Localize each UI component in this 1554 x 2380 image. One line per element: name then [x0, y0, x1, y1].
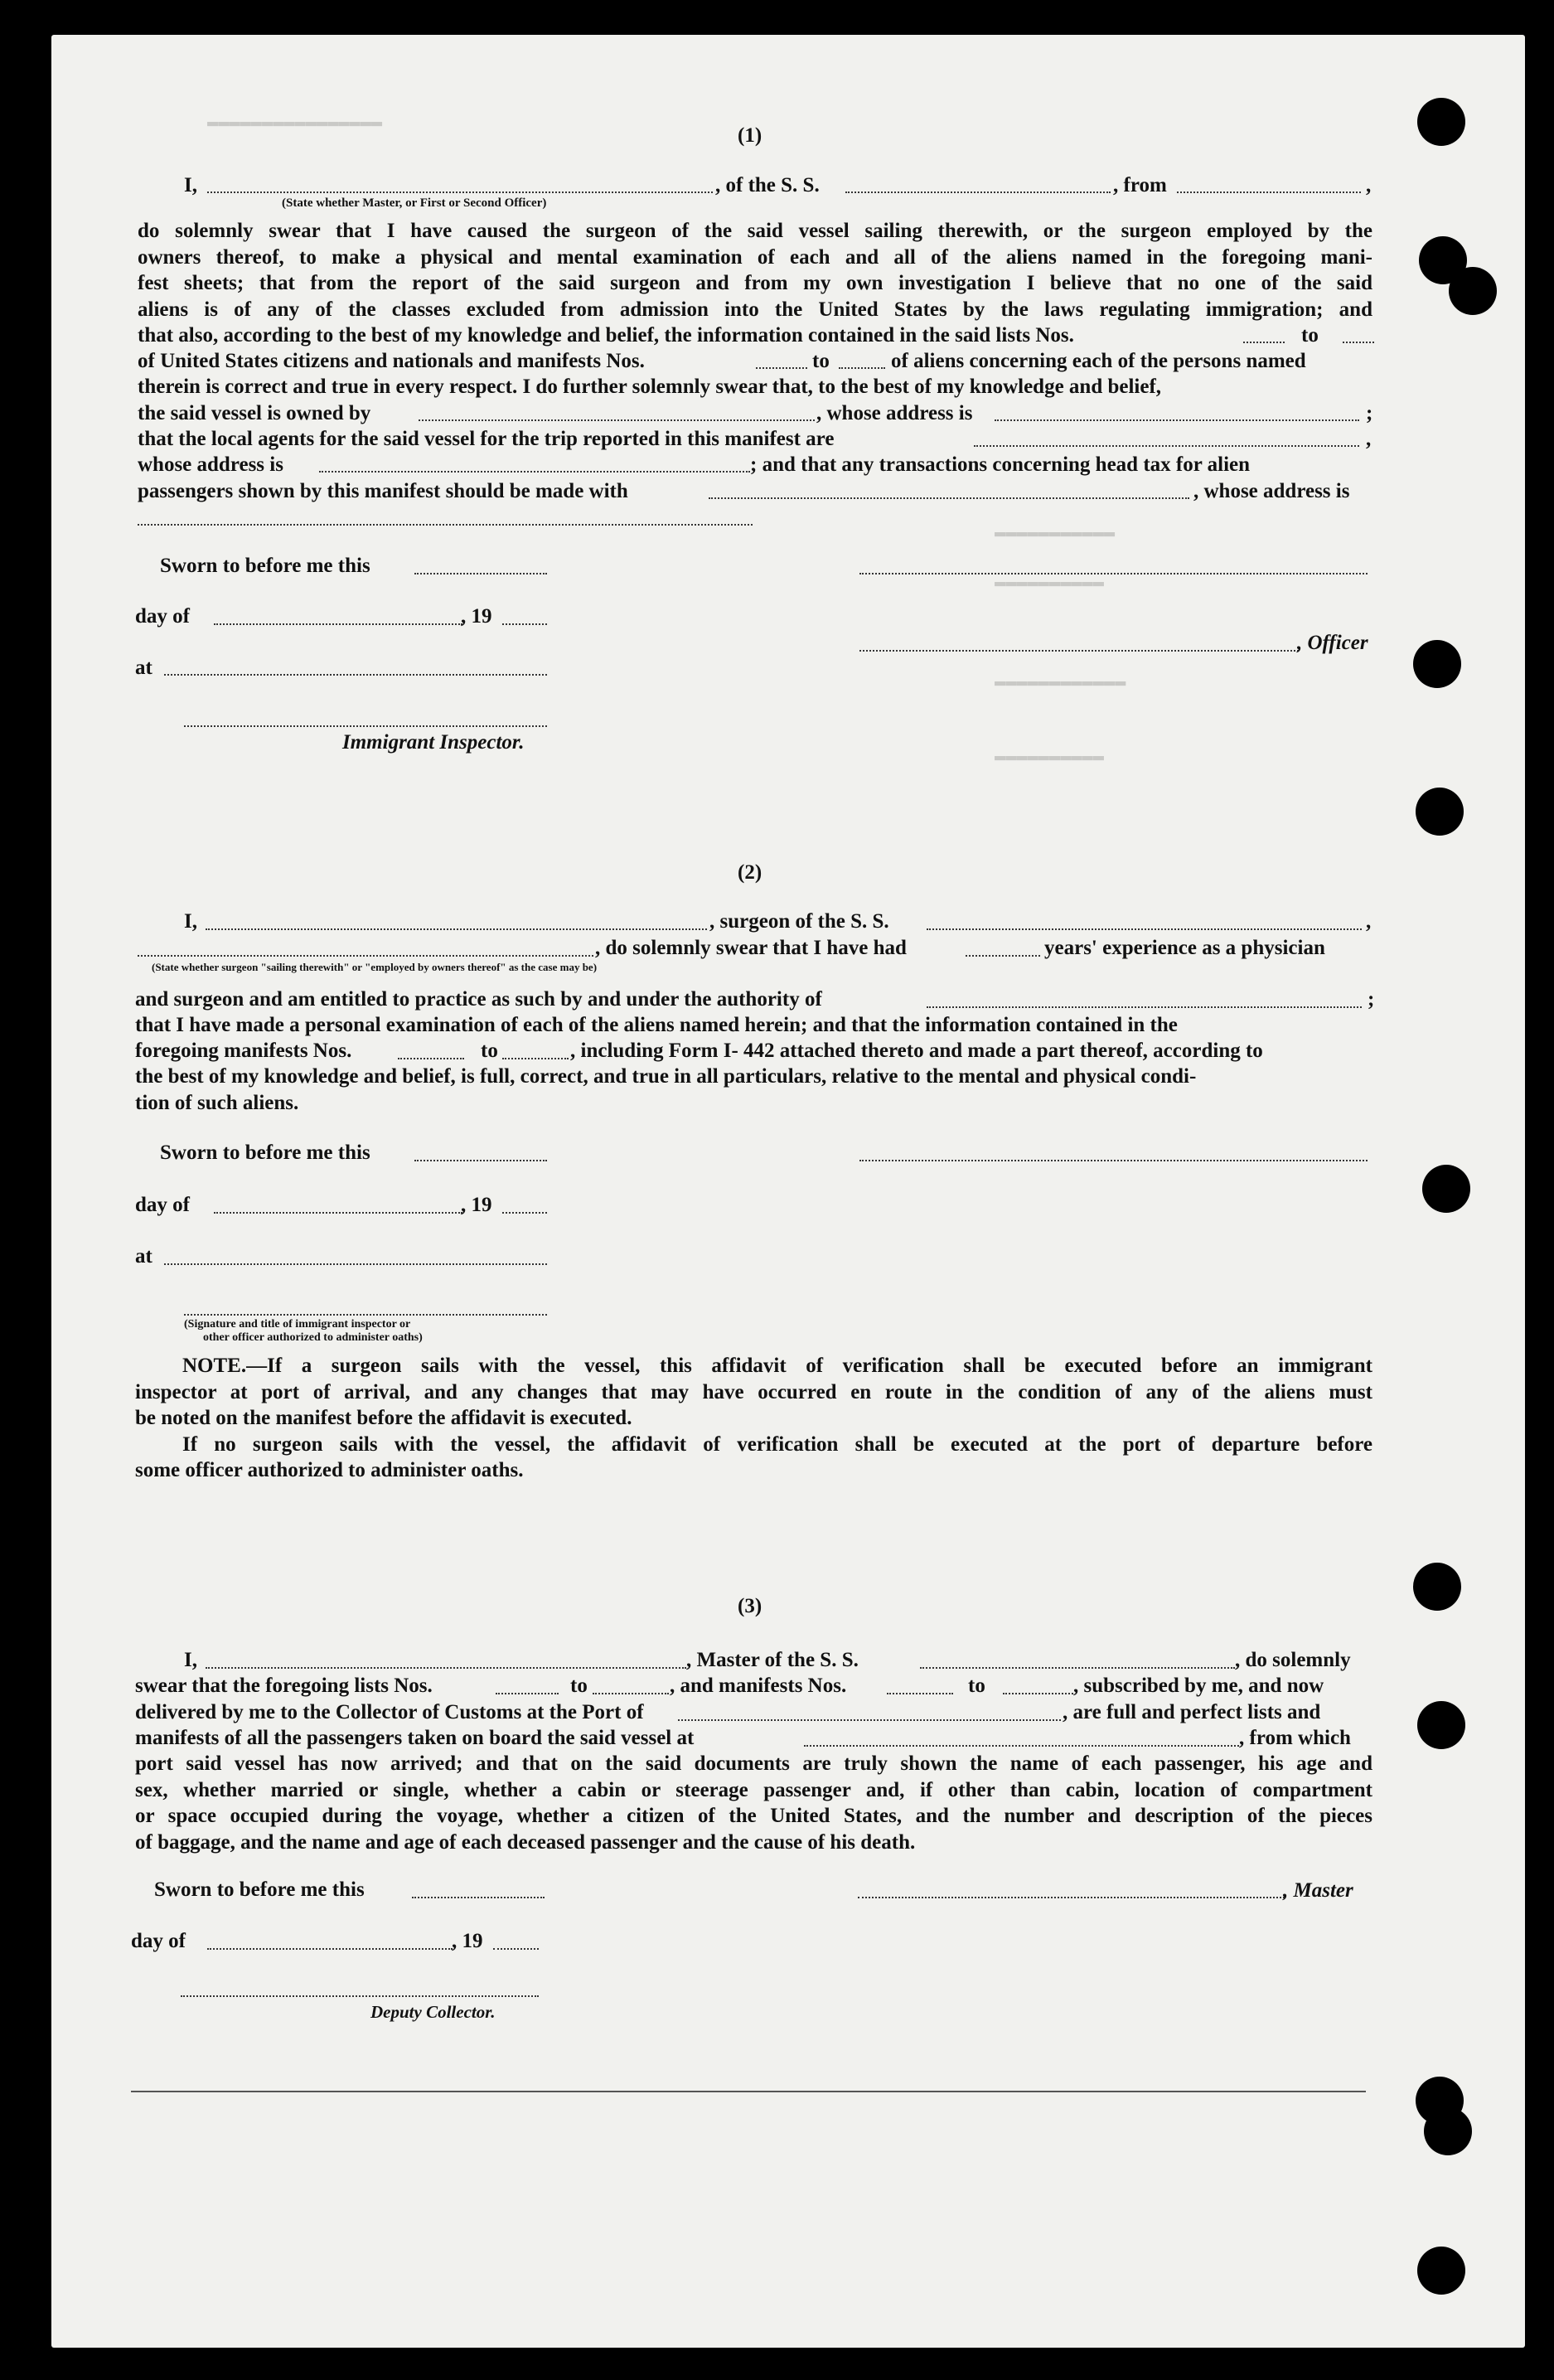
s2-comma: ,: [1366, 910, 1372, 933]
s3-manifests-from-field[interactable]: [887, 1693, 953, 1694]
p1-line: owners thereof, to make a physical and mental examination of each and all of the aliens named in the foregoing mani-: [138, 245, 1372, 269]
s2-best: the best of my knowledge and belief, is full, correct, and true in all particulars, relative to the mental and physical condi-: [135, 1065, 1197, 1088]
section-1-paragraph: [138, 218, 1372, 322]
port-field[interactable]: [678, 1719, 1061, 1721]
s2-year-field[interactable]: [502, 1212, 547, 1214]
from-port-field[interactable]: [1177, 191, 1361, 193]
s1-lists-to: to: [1301, 324, 1319, 347]
s3-delivered: delivered by me to the Collector of Customs at the Port of: [135, 1701, 644, 1723]
s3-to2: to: [968, 1675, 985, 1697]
bleed-through: ▬▬▬▬▬▬▬▬▬▬▬▬▬▬▬▬: [207, 112, 383, 133]
p3-line: port said vessel has now arrived; and that on the said documents are truly shown the name of each passenger, his age and: [135, 1752, 1372, 1775]
punch-hole: [1413, 1563, 1461, 1611]
s1-i: I,: [184, 174, 197, 196]
section-3-heading: (3): [738, 1595, 762, 1617]
s2-at: at: [135, 1245, 152, 1268]
s1-us-text-b: of aliens concerning each of the persons named: [891, 350, 1306, 372]
s3-sworn: Sworn to before me this: [154, 1878, 365, 1901]
officer-signature-line-2[interactable]: [859, 650, 1299, 652]
s3-nineteen: , 19: [452, 1930, 483, 1952]
s1-of-ss: , of the S. S.: [715, 174, 820, 196]
manifests-to-field[interactable]: [839, 367, 885, 369]
s2-vessel-field[interactable]: [927, 928, 1362, 930]
s1-passengers: passengers shown by this manifest should be made with: [138, 480, 628, 502]
s1-day-field[interactable]: [214, 623, 462, 625]
s2-swear: , do solemnly swear that I have had: [595, 937, 907, 959]
s2-examined: that I have made a personal examination of each of the aliens named herein; and that the information contained in the: [135, 1014, 1178, 1036]
bottom-rule: [131, 2091, 1366, 2092]
s1-us-to: to: [812, 350, 830, 372]
deputy-label: Deputy Collector.: [370, 2002, 496, 2022]
s2-sworn-date-field[interactable]: [414, 1160, 547, 1161]
headtax-party-field[interactable]: [709, 497, 1189, 499]
punch-hole: [1422, 1165, 1470, 1213]
note-line: be noted on the manifest before the affidavit is executed.: [135, 1407, 632, 1429]
s1-comma: ,: [1366, 174, 1372, 196]
s1-sworn-date-field[interactable]: [414, 573, 547, 574]
s1-day-of: day of: [135, 605, 190, 628]
s2-day-field[interactable]: [214, 1212, 462, 1214]
s1-owned: the said vessel is owned by: [138, 402, 371, 424]
punch-hole: [1416, 788, 1464, 836]
s2-tion: tion of such aliens.: [135, 1092, 299, 1114]
s1-nineteen: , 19: [461, 605, 492, 628]
s3-to: to: [570, 1675, 588, 1697]
s2-i: I,: [184, 910, 197, 933]
agents-field[interactable]: [974, 445, 1359, 447]
sig-caption-2: other officer authorized to administer oaths): [203, 1331, 423, 1344]
s2-form: , including Form I- 442 attached thereto and made a part thereof, according to: [570, 1040, 1263, 1062]
lists-from-field[interactable]: [1243, 342, 1285, 343]
surgeon-name-field[interactable]: [206, 928, 707, 930]
s2-semicolon: ;: [1368, 988, 1375, 1011]
master-signature-line[interactable]: [858, 1897, 1285, 1898]
punch-hole: [1417, 98, 1465, 146]
p1-line: aliens is of any of the classes excluded from admission into the United States by the laws regulating immigration; and: [138, 298, 1372, 321]
note2-line: If no surgeon sails with the vessel, the affidavit of verification shall be executed at the port of departure before: [182, 1432, 1372, 1456]
s2-years: years' experience as a physician: [1044, 937, 1325, 959]
authority-field[interactable]: [927, 1006, 1362, 1008]
s1-at: at: [135, 657, 152, 679]
bleed-through: ▬▬▬▬▬▬▬▬▬▬: [995, 746, 1105, 767]
bleed-through: ▬▬▬▬▬▬▬▬▬▬: [995, 572, 1105, 593]
s1-agents: that the local agents for the said vessel for the trip reported in this manifest are: [138, 428, 835, 450]
bleed-through: ▬▬▬▬▬▬▬▬▬▬▬▬: [995, 671, 1126, 692]
master-label: , Master: [1283, 1879, 1353, 1902]
s3-vessel-field[interactable]: [920, 1667, 1235, 1669]
punch-hole: [1449, 267, 1497, 315]
s1-at-field[interactable]: [164, 674, 547, 676]
officer-signature-line-1[interactable]: [859, 573, 1368, 574]
s2-sworn: Sworn to before me this: [160, 1142, 370, 1164]
s2-at-field[interactable]: [164, 1263, 547, 1265]
p3-line: or space occupied during the voyage, whether a citizen of the United States, and the number and description of the pieces: [135, 1805, 1372, 1827]
note-paragraph: [135, 1353, 1372, 1484]
s3-from-which: , from which: [1239, 1727, 1351, 1749]
inspector-label: Immigrant Inspector.: [342, 731, 525, 754]
note2-line: some officer authorized to administer oaths.: [135, 1459, 524, 1481]
punch-hole: [1417, 1701, 1465, 1749]
s1-us-text: of United States citizens and nationals and manifests Nos.: [138, 350, 645, 372]
inspector-signature-line[interactable]: [184, 725, 547, 727]
sig-caption-1: (Signature and title of immigrant inspector or: [184, 1318, 411, 1331]
section-1-heading: (1): [738, 124, 762, 147]
s1-sworn: Sworn to before me this: [160, 555, 370, 577]
s1-owned-addr: , whose address is: [816, 402, 973, 424]
s3-solemnly: , do solemnly: [1235, 1649, 1351, 1671]
s3-i: I,: [184, 1649, 197, 1671]
s1-therein: therein is correct and true in every respect. I do further solemnly swear that, to the best of my knowledge and belief,: [138, 376, 1162, 398]
s3-lists-to-field[interactable]: [593, 1693, 669, 1694]
manifests-from-field[interactable]: [756, 367, 807, 369]
owner-field[interactable]: [419, 419, 815, 421]
s3-perfect: , are full and perfect lists and: [1063, 1701, 1321, 1723]
embark-port-field[interactable]: [804, 1745, 1239, 1747]
surgeon-caption: (State whether surgeon "sailing therewith" or "employed by owners thereof" as the case may be): [152, 961, 598, 973]
s3-day-of: day of: [131, 1930, 186, 1952]
s3-swear-lists: swear that the foregoing lists Nos.: [135, 1675, 433, 1697]
s1-lists-text: that also, according to the best of my knowledge and belief, the information contained in the said lists Nos.: [138, 324, 1074, 347]
s3-year-field[interactable]: [493, 1948, 539, 1950]
s2-authority: and surgeon and am entitled to practice as such by and under the authority of: [135, 988, 822, 1011]
s2-surgeon-of: , surgeon of the S. S.: [709, 910, 889, 933]
s3-master-of: , Master of the S. S.: [686, 1649, 859, 1671]
p3-line: sex, whether married or single, whether a cabin or steerage passenger and, if other than cabin, location of compartment: [135, 1778, 1372, 1801]
s3-sworn-date-field[interactable]: [412, 1897, 545, 1898]
s3-day-field[interactable]: [207, 1948, 453, 1950]
surgeon-status-field[interactable]: [138, 955, 593, 957]
s1-pass-addr: , whose address is: [1193, 480, 1350, 502]
deputy-signature-line[interactable]: [181, 1995, 539, 1997]
s3-lists-from-field[interactable]: [496, 1693, 559, 1694]
p3-line: of baggage, and the name and age of each deceased passenger and the cause of his death.: [135, 1830, 916, 1854]
vessel-name-field[interactable]: [845, 191, 1111, 193]
headtax-address-field[interactable]: [138, 524, 753, 526]
master-name-field[interactable]: [206, 1667, 686, 1669]
s3-taken: manifests of all the passengers taken on board the said vessel at: [135, 1727, 695, 1749]
punch-hole: [1413, 640, 1461, 688]
s3-subscribed: , subscribed by me, and now: [1073, 1675, 1324, 1697]
officer-name-field[interactable]: [207, 191, 713, 193]
s2-manifests: foregoing manifests Nos.: [135, 1040, 352, 1062]
bleed-through: ▬▬▬▬▬▬▬▬▬▬▬: [995, 522, 1116, 543]
s1-semicolon: ;: [1366, 402, 1373, 424]
note-line: inspector at port of arrival, and any changes that may have occurred en route in the condition of any of the aliens must: [135, 1380, 1372, 1403]
lists-to-field[interactable]: [1343, 342, 1374, 343]
s2-signature-line[interactable]: [184, 1314, 547, 1316]
punch-hole: [1424, 2107, 1472, 2155]
s2-manifest-to-field[interactable]: [502, 1058, 569, 1059]
agents-address-field[interactable]: [319, 471, 750, 473]
surgeon-signature-line[interactable]: [859, 1160, 1368, 1161]
s3-manifests: , and manifests Nos.: [670, 1675, 847, 1697]
s2-nineteen: , 19: [461, 1194, 492, 1216]
section-3-paragraph: [135, 1751, 1372, 1855]
s1-whose: whose address is: [138, 453, 283, 476]
s1-year-field[interactable]: [502, 623, 547, 625]
officer-label: , Officer: [1297, 632, 1368, 654]
s3-manifests-to-field[interactable]: [1003, 1693, 1073, 1694]
s2-to: to: [481, 1040, 498, 1062]
p1-line: fest sheets; that from the report of the said surgeon and from my own investigation I believe that no one of the said: [138, 272, 1372, 294]
years-field[interactable]: [966, 955, 1040, 957]
s1-agents-end: ,: [1366, 428, 1372, 450]
section-2-heading: (2): [738, 861, 762, 884]
s2-day-of: day of: [135, 1194, 190, 1216]
officer-caption: (State whether Master, or First or Second Officer): [282, 196, 547, 210]
s1-headtax: ; and that any transactions concerning head tax for alien: [750, 453, 1251, 476]
s2-manifest-from-field[interactable]: [398, 1058, 464, 1059]
note-line: NOTE.—If a surgeon sails with the vessel, this affidavit of verification shall be executed before an immigrant: [182, 1355, 1372, 1377]
s1-from: , from: [1113, 174, 1167, 196]
owner-address-field[interactable]: [995, 419, 1359, 421]
p1-line: do solemnly swear that I have caused the surgeon of the said vessel sailing therewith, or the surgeon employed by the: [138, 220, 1372, 242]
punch-hole: [1417, 2247, 1465, 2295]
